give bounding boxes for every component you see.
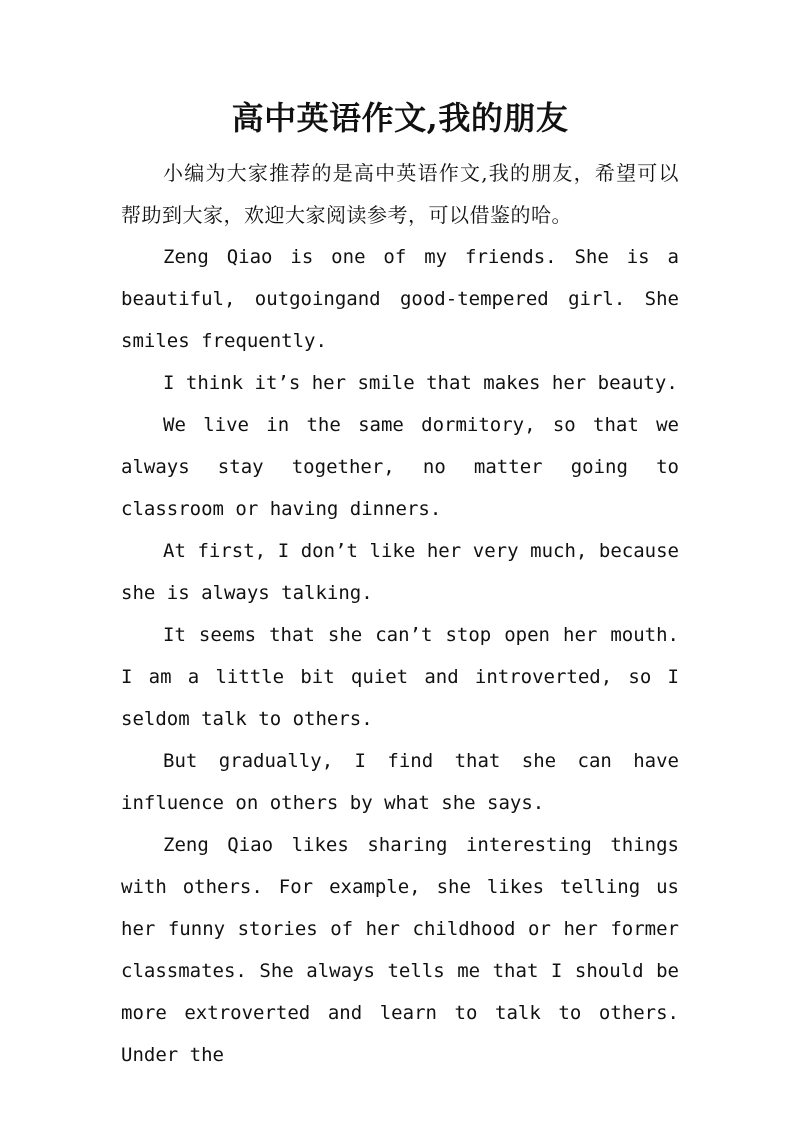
- document-body: [121, 152, 679, 1076]
- paragraph-1: Zeng Qiao is one of my friends. She is a beautiful, outgoingand good-tempered girl. She smiles frequently.: [121, 246, 679, 352]
- paragraph-6: But gradually, I find that she can have influence on others by what she says.: [121, 750, 679, 814]
- paragraph-5: It seems that she can’t stop open her mouth. I am a little bit quiet and introverted, so I seldom talk to others.: [121, 624, 679, 730]
- paragraph-4: At first, I don’t like her very much, because she is always talking.: [121, 540, 679, 604]
- paragraph-7: Zeng Qiao likes sharing interesting things with others. For example, she likes telling us her funny stories of her childhood or her former classmates. She always tells me that I should be more extroverted and learn to talk to others. Under the: [121, 834, 679, 1066]
- paragraph-2: I think it’s her smile that makes her beauty.: [163, 372, 678, 394]
- document-title: 高中英语作文,我的朋友: [231, 99, 569, 137]
- paragraph-3: We live in the same dormitory, so that we always stay together, no matter going to classroom or having dinners.: [121, 414, 679, 520]
- intro-paragraph: 小编为大家推荐的是高中英语作文,我的朋友，希望可以帮助到大家，欢迎大家阅读参考，可以借鉴的哈。: [121, 161, 679, 227]
